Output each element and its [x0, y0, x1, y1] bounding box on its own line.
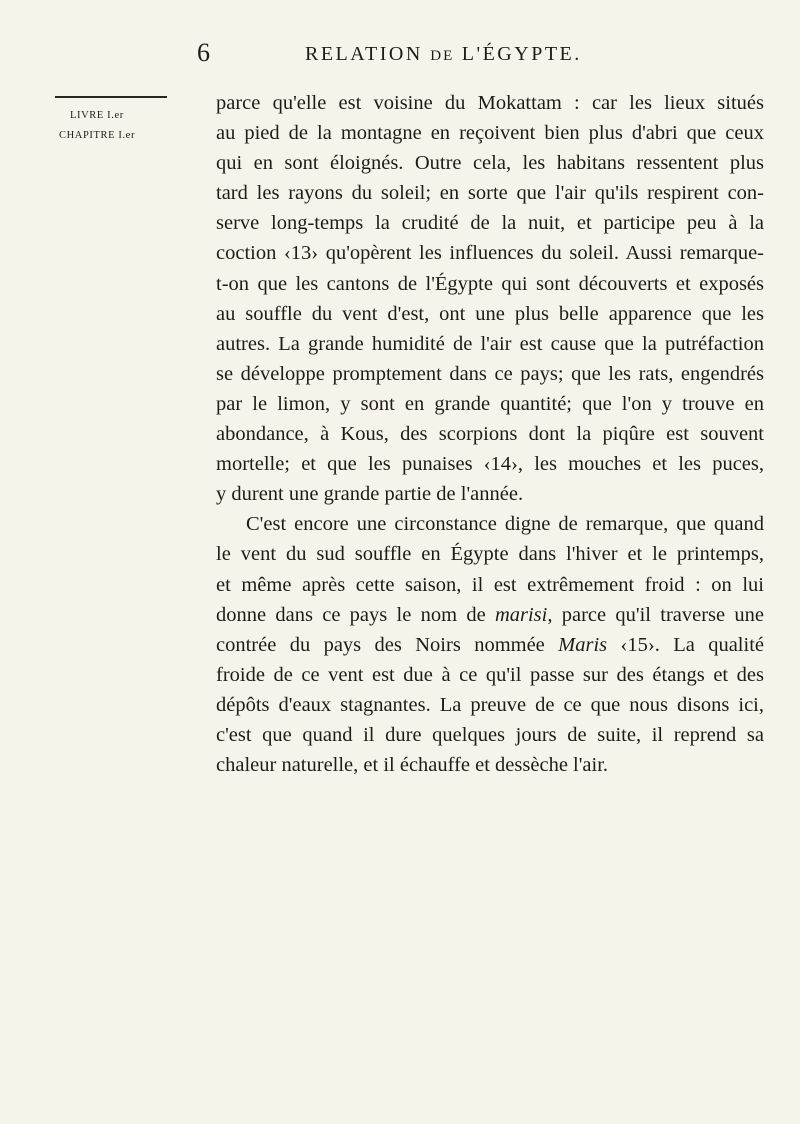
text-line: serve long-temps la crudité de la nuit, et participe peu à la — [216, 212, 764, 235]
text-line: t-on que les cantons de l'Égypte qui sont découverts et exposés — [216, 272, 764, 295]
text-line: parce qu'elle est voisine du Mokattam : car les lieux situés — [216, 92, 764, 114]
text-line: mortelle; et que les punaises ‹14›, les mouches et les puces, — [216, 453, 764, 476]
text-line: coction ‹13› qu'opèrent les influences du soleil. Aussi remarque- — [216, 242, 764, 265]
margin-note-chapitre: CHAPITRE I.er — [59, 130, 136, 141]
text-line: autres. La grande humidité de l'air est cause que la putréfaction — [216, 332, 764, 355]
text-segment: contrée du pays des Noirs nommée — [216, 633, 559, 656]
italic-term-maris: Maris — [558, 633, 608, 656]
text-line: chaleur naturelle, et il échauffe et dessèche l'air. — [216, 754, 609, 777]
text-segment: ‹15›. La qualité — [607, 633, 764, 656]
text-line: le vent du sud souffle en Égypte dans l'hiver et le printemps, — [216, 543, 764, 566]
page-header — [0, 38, 800, 78]
running-head-relation: RELATION — [305, 43, 423, 65]
paragraph-2 — [216, 509, 764, 780]
paragraph-1 — [216, 88, 764, 509]
text-line: froide de ce vent est due à ce qu'il passe sur des étangs et des — [216, 663, 764, 686]
margin-rule — [55, 96, 167, 98]
text-line — [216, 630, 764, 660]
text-line: au souffle du vent d'est, ont une plus belle apparence que les — [216, 302, 764, 325]
margin-note-livre: LIVRE I.er — [70, 110, 124, 121]
running-head-egypte: L'ÉGYPTE. — [461, 43, 582, 65]
text-line: C'est encore une circonstance digne de remarque, que quand — [246, 513, 764, 536]
text-line: se développe promptement dans ce pays; que les rats, engendrés — [216, 362, 764, 385]
text-line: dépôts d'eaux stagnantes. La preuve de ce que nous disons ici, — [216, 693, 764, 716]
text-line: par le limon, y sont en grande quantité; que l'on y trouve en — [216, 392, 764, 415]
page-number: 6 — [197, 38, 210, 67]
text-line: y durent une grande partie de l'année. — [216, 483, 524, 506]
running-head — [305, 43, 582, 66]
text-line — [216, 600, 764, 630]
running-head-de: DE — [430, 48, 455, 64]
text-line: qui en sont éloignés. Outre cela, les habitans ressentent plus — [216, 152, 764, 175]
italic-term-marisi: marisi — [494, 603, 548, 626]
text-line: c'est que quand il dure quelques jours de suite, il reprend sa — [216, 723, 764, 746]
text-line: au pied de la montagne en reçoivent bien plus d'abri que ceux — [216, 122, 764, 145]
text-line: abondance, à Kous, des scorpions dont la piqûre est souvent — [216, 423, 764, 446]
text-line: tard les rayons du soleil; en sorte que l'air qu'ils respirent con- — [216, 182, 764, 205]
text-line: et même après cette saison, il est extrêmement froid : on lui — [216, 573, 764, 596]
text-segment: , parce qu'il traverse une — [547, 603, 764, 626]
text-segment: donne dans ce pays le nom de — [216, 603, 495, 626]
body-text — [216, 88, 764, 780]
